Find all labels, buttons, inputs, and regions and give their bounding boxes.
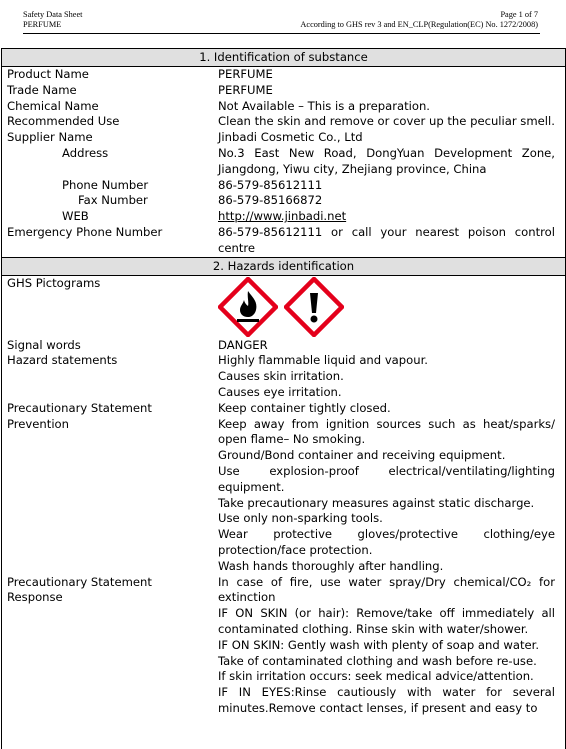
id-row-value: Clean the skin and remove or cover up the peculiar smell.	[218, 114, 555, 129]
hazard-row	[2, 353, 565, 400]
prevention-row	[2, 401, 565, 575]
page-number: Page 1 of 7	[500, 10, 538, 19]
signal-value: DANGER	[218, 337, 268, 352]
exclamation-mark-icon	[284, 277, 344, 337]
signal-label: Signal words	[7, 337, 81, 352]
header-product: PERFUME	[23, 20, 62, 29]
header-rule	[23, 33, 540, 34]
id-row-label: WEB	[62, 209, 89, 224]
hazard-statement: Causes skin irritation.	[218, 369, 344, 384]
response-statement: In case of fire, use water spray/Dry chemical/CO₂ for extinction	[218, 574, 555, 605]
section-1-title: 1. Identification of substance	[2, 49, 565, 67]
section-2-title: 2. Hazards identification	[2, 257, 565, 276]
id-row-value: No.3 East New Road, DongYuan Development Zone, Jiangdong, Yiwu city, Zhejiang province, China	[218, 145, 555, 176]
id-row	[2, 114, 565, 130]
id-row	[2, 83, 565, 99]
id-row-label: Emergency Phone Number	[7, 224, 163, 239]
pictograms-label: GHS Pictograms	[7, 275, 101, 290]
id-row-value	[218, 209, 555, 225]
response-label-line1: Precautionary Statement	[7, 574, 152, 589]
doc-type: Safety Data Sheet	[23, 10, 83, 19]
hazard-statement: Highly flammable liquid and vapour.	[218, 353, 428, 368]
id-row-label: Product Name	[7, 67, 89, 81]
id-row	[2, 67, 565, 83]
prevention-statement: Keep container tightly closed.	[218, 400, 391, 415]
id-row-value: 86-579-85166872	[218, 193, 323, 208]
id-row-label: Chemical Name	[7, 98, 99, 113]
pictograms	[218, 276, 555, 338]
id-row-label: Recommended Use	[7, 114, 120, 129]
id-row	[2, 178, 565, 194]
id-row-label: Trade Name	[7, 82, 77, 97]
pictograms-row	[2, 276, 565, 338]
id-row-value: 86-579-85612111 or call your nearest poison control centre	[218, 224, 555, 255]
response-label-line2: Response	[7, 590, 63, 605]
prevention-label-line2: Prevention	[7, 416, 69, 431]
id-row	[2, 225, 565, 257]
prevention-label	[2, 401, 218, 575]
response-statement: IF ON SKIN (or hair): Remove/take off immediately all contaminated clothing. Rinse skin with water/shower.	[218, 606, 555, 636]
prevention-statement: Wash hands thoroughly after handling.	[218, 558, 444, 573]
prevention-statement: Keep away from ignition sources such as heat/sparks/ open flame– No smoking.	[218, 416, 555, 447]
response-label	[2, 575, 218, 717]
website-link[interactable]: http://www.jinbadi.net	[218, 209, 347, 224]
response-statement: IF IN EYES:Rinse cautiously with water for several minutes.Remove contact lenses, if present and easy to	[218, 685, 555, 715]
id-row-label: Address	[62, 145, 109, 160]
id-row	[2, 193, 565, 209]
section-1-rows	[2, 67, 565, 257]
response-statement: Take of contaminated clothing and wash before re-use.	[218, 653, 537, 668]
id-row	[2, 130, 565, 146]
id-row	[2, 146, 565, 178]
hazard-statements	[218, 353, 555, 400]
prevention-label-line1: Precautionary Statement	[7, 400, 152, 415]
id-row	[2, 99, 565, 115]
prevention-statement: Wear protective gloves/protective clothing/eye protection/face protection.	[218, 527, 555, 557]
signal-row	[2, 338, 565, 354]
id-row-value: PERFUME	[218, 67, 273, 81]
prevention-statement: Ground/Bond container and receiving equipment.	[218, 448, 506, 463]
response-row	[2, 575, 565, 717]
sds-table	[1, 48, 566, 749]
hazard-statement: Causes eye irritation.	[218, 384, 342, 399]
id-row-value: 86-579-85612111	[218, 177, 323, 192]
flame-icon	[218, 277, 278, 337]
page-header	[0, 0, 566, 40]
prevention-statement: Use only non-sparking tools.	[218, 511, 383, 526]
response-statement: If skin irritation occurs: seek medical advice/attention.	[218, 669, 534, 684]
id-row-label: Phone Number	[62, 177, 149, 192]
id-row-label: Supplier Name	[7, 130, 93, 145]
id-row	[2, 209, 565, 225]
prevention-statements	[218, 401, 555, 575]
hazard-label: Hazard statements	[7, 353, 118, 368]
id-row-value: Jinbadi Cosmetic Co., Ltd	[218, 130, 363, 145]
id-row-value: PERFUME	[218, 82, 273, 97]
id-row-value: Not Available – This is a preparation.	[218, 98, 430, 113]
id-row-label: Fax Number	[78, 193, 148, 208]
response-statement: IF ON SKIN: Gently wash with plenty of soap and water.	[218, 637, 540, 652]
prevention-statement: Take precautionary measures against static discharge.	[218, 495, 535, 510]
regulation-note: According to GHS rev 3 and EN_CLP(Regulation(EC) No. 1272/2008)	[300, 20, 538, 29]
prevention-statement: Use explosion-proof electrical/ventilating/lighting equipment.	[218, 463, 555, 494]
response-statements	[218, 575, 555, 717]
